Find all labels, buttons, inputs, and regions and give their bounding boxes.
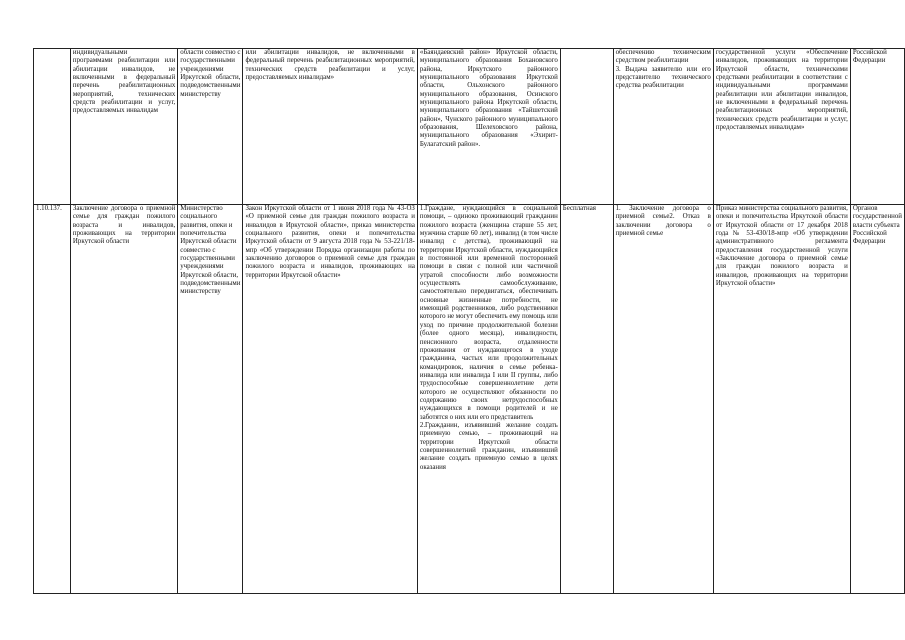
applicants-cell: 1.Граждане, нуждающийся в социальной помощи, – одиноко проживающий гражданин пожилого возраста (женщина старше 55 лет, мужчина старше 60 лет), инвалид (в том числе инвалид с детства), проживающий на территории Иркутской области, нуждающийся в постоянной или временной посторонней помощи в связи с полной или частичной утратой способности либо возможности осуществлять самообслуживание, самостоятельно передвигаться, обеспечивать основные жизненные потребности, не имеющий родственников, либо родственники которого не могут обеспечить ему помощь или уход по причине продолжительной болезни (более одного месяца), инвалидности, пенсионного возраста, отдаленности проживания от нуждающегося в уходе гражданина, частых или продолжительных командировок, наличия в семье ребенка-инвалида или инвалида I или II группы, либо трудоспособные совершеннолетние дети которого не осуществляют обязанности по содержанию своих нетрудоспособных нуждающихся в помощи родителей и не заботятся о них или его представитель 2.Гражданин, изъявивший желание создать приемную семью, – проживающий на территории Иркутской области совершеннолетний гражданин, изъявивший желание создать приемную семью в целях оказания bbox=[417, 205, 560, 594]
regulation-cell: государственной услуги «Обеспечение инвалидов, проживающих на территории Иркутской области, техническими средствами реабилитации в соответствии с индивидуальными программами реабилитации или абилитации инвалидов, не включенными в федеральный перечень реабилитационных мероприятий, технических средств реабилитации и услуг, предоставляемых инвалидам» bbox=[713, 49, 850, 205]
legal-basis-cell: или абилитации инвалидов, не включенными в федеральный перечень реабилитационных мероприятий, технических средств реабилитации и услуг, предоставляемых инвалидам» bbox=[243, 49, 417, 205]
table-row bbox=[34, 205, 905, 594]
level-cell: Российской Федерации bbox=[850, 49, 904, 205]
authority-cell: области совместно с государственными учреждениями Иркутской области, подведомственными министерству bbox=[178, 49, 243, 205]
row-number-cell: 1.10.137. bbox=[34, 205, 71, 594]
result-cell: обеспечению техническим средством реабилитации 3. Выдача заявителю или его представителю технического средства реабилитации bbox=[613, 49, 713, 205]
result-cell: 1. Заключение договора о приемной семье2. Отказ в заключении договора о приемной семье bbox=[613, 205, 713, 594]
service-name-cell: Заключение договора о приемной семье для граждан пожилого возраста и инвалидов, проживающих на территории Иркутской области bbox=[70, 205, 177, 594]
authority-cell: Министерство социального развития, опеки и попечительства Иркутской области совместно с государственными учреждениями Иркутской области, подведомственными министерству bbox=[178, 205, 243, 594]
service-name-cell: индивидуальными программами реабилитации или абилитации инвалидов, не включенными в федеральный перечень реабилитационных мероприятий, технических средств реабилитации и услуг, предоставляемых инвалидам bbox=[70, 49, 177, 205]
table-row bbox=[34, 49, 905, 205]
regulation-cell: Приказ министерства социального развития, опеки и попечительства Иркутской области от Иркутской области от 17 декабря 2018 года № 53-430/18-мпр «Об утверждении административного регламента предоставления государственной услуги «Заключение договора о приемной семье для граждан пожилого возраста и инвалидов, проживающих на территории Иркутской области» bbox=[713, 205, 850, 594]
applicants-cell: «Баяндаевский район» Иркутской области, муниципального образования Бохановского района, Иркутского районного муниципального образования Иркутской области, Ольхонского районного муниципального образования, Осинского муниципального района Иркутской области, муниципального образования «Тайшетский район», Чунского районного муниципального образования, Шелеховского района, муниципального образования «Эхирит-Булагатский район». bbox=[417, 49, 560, 205]
services-table bbox=[33, 48, 905, 594]
legal-basis-cell: Закон Иркутской области от 1 июня 2018 года № 43-ОЗ «О приемной семье для граждан пожилого возраста и инвалидов в Иркутской области», приказ министерства социального развития, опеки и попечительства Иркутской области от 9 августа 2018 года № 53-221/18-мпр «Об утверждении Порядка организации работы по заключению договоров о приемной семье для граждан пожилого возраста и инвалидов, проживающих на территории Иркутской области» bbox=[243, 205, 417, 594]
fee-cell bbox=[560, 49, 613, 205]
row-number-cell bbox=[34, 49, 71, 205]
level-cell: Органов государственной власти субъекта Российской Федерации bbox=[850, 205, 904, 594]
fee-cell: Бесплатная bbox=[560, 205, 613, 594]
